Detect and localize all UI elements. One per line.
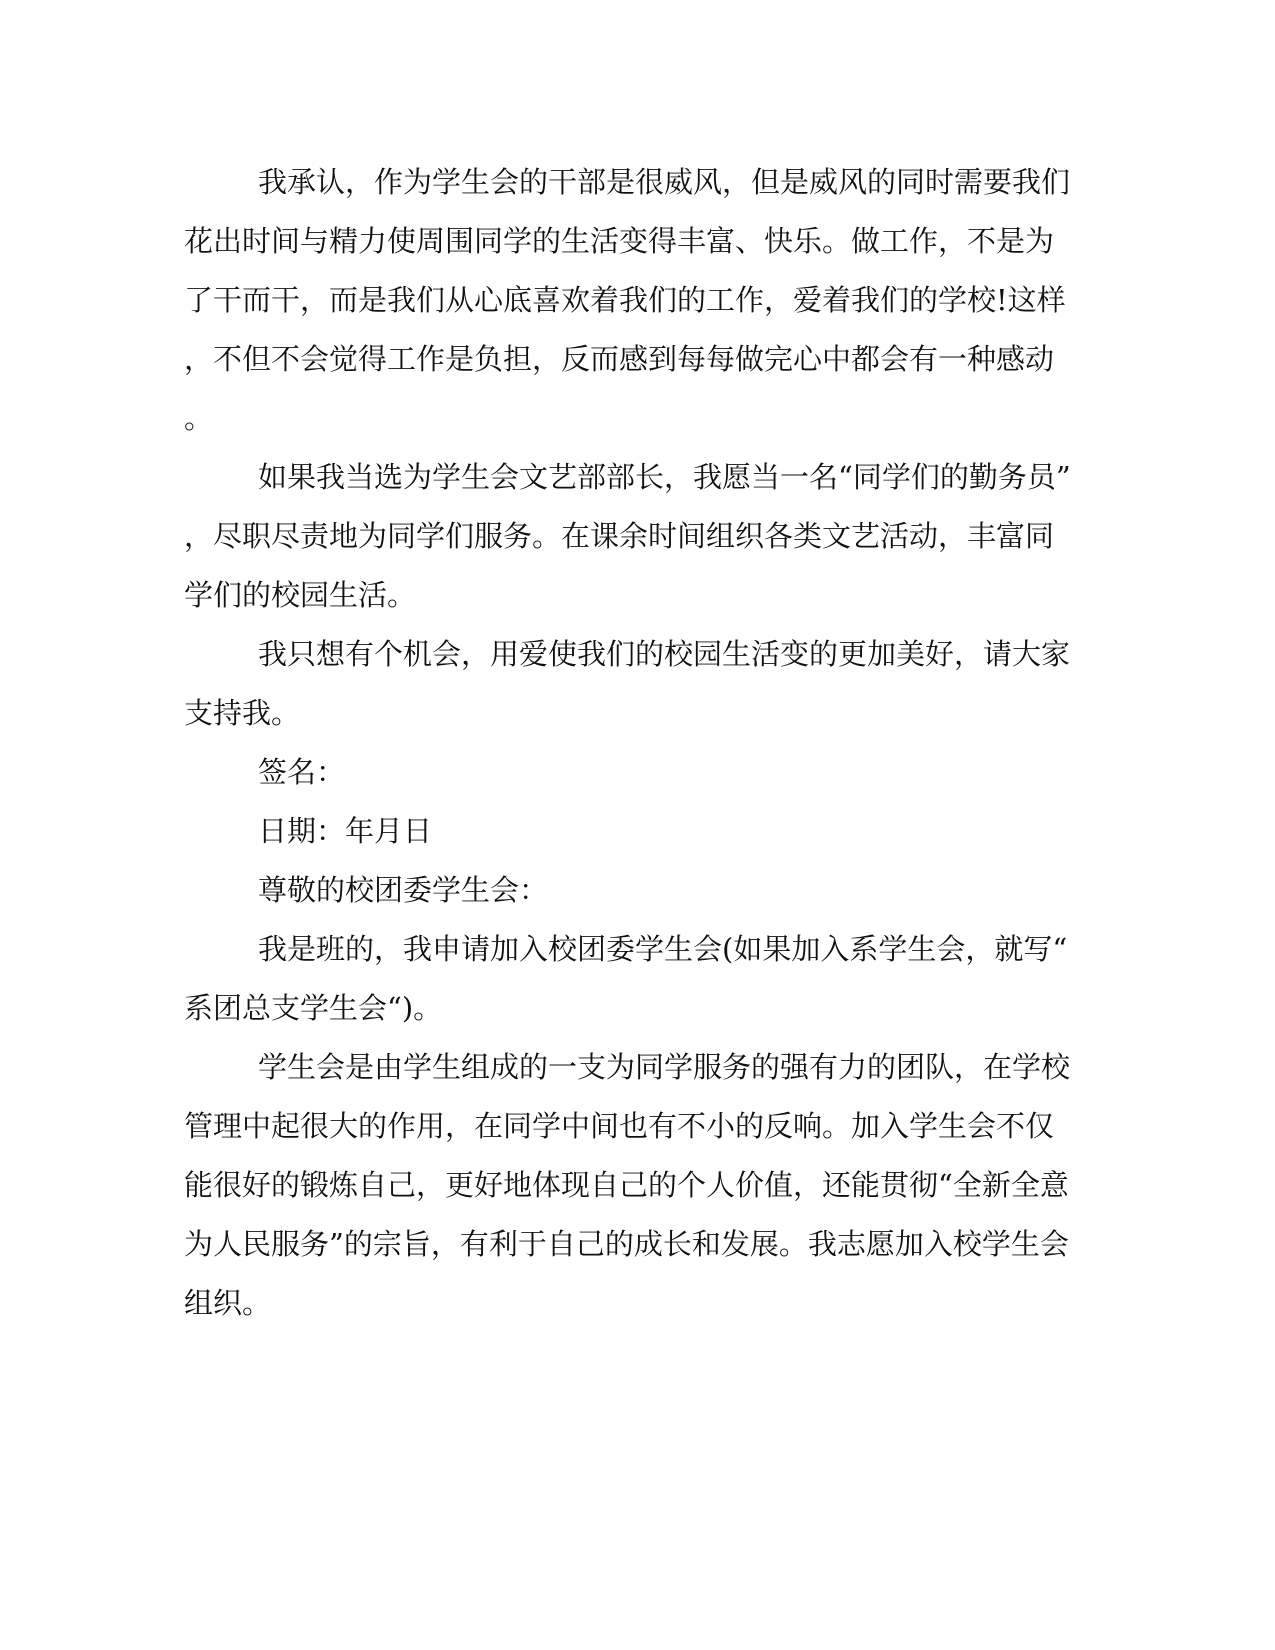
text-line: 我只想有个机会，用爱使我们的校园生活变的更加美好，请大家 xyxy=(258,637,1071,671)
text-line: 能很好的锻炼自己，更好地体现自己的个人价值，还能贯彻“全新全意 xyxy=(184,1168,1069,1202)
text-line: 学生会是由学生组成的一支为同学服务的强有力的团队，在学校 xyxy=(258,1050,1071,1084)
date-label: 日期：年月日 xyxy=(258,814,433,848)
text-line: 系团总支学生会“)。 xyxy=(184,991,443,1025)
text-line: 管理中起很大的作用，在同学中间也有不小的反响。加入学生会不仅 xyxy=(184,1109,1055,1143)
text-line: ，尽职尽责地为同学们服务。在课余时间组织各类文艺活动，丰富同 xyxy=(184,519,1055,553)
text-line: 如果我当选为学生会文艺部部长，我愿当一名“同学们的勤务员” xyxy=(258,460,1071,494)
text-line: 。 xyxy=(184,401,214,435)
text-line: 我承认，作为学生会的干部是很威风，但是威风的同时需要我们 xyxy=(258,165,1071,199)
text-line: 支持我。 xyxy=(184,696,301,730)
text-line: 为人民服务”的宗旨，有利于自己的成长和发展。我志愿加入校学生会 xyxy=(184,1227,1069,1261)
text-line: 我是班的，我申请加入校团委学生会(如果加入系学生会，就写“ xyxy=(258,932,1068,966)
text-line: 组织。 xyxy=(184,1286,272,1320)
signature-label: 签名： xyxy=(258,755,346,789)
text-line: ，不但不会觉得工作是负担，反而感到每每做完心中都会有一种感动 xyxy=(184,342,1055,376)
text-line: 学们的校园生活。 xyxy=(184,578,417,612)
text-line: 了干而干，而是我们从心底喜欢着我们的工作，爱着我们的学校!这样 xyxy=(184,283,1066,317)
text-line: 花出时间与精力使周围同学的生活变得丰富、快乐。做工作，不是为 xyxy=(184,224,1055,258)
salutation: 尊敬的校团委学生会： xyxy=(258,873,549,907)
